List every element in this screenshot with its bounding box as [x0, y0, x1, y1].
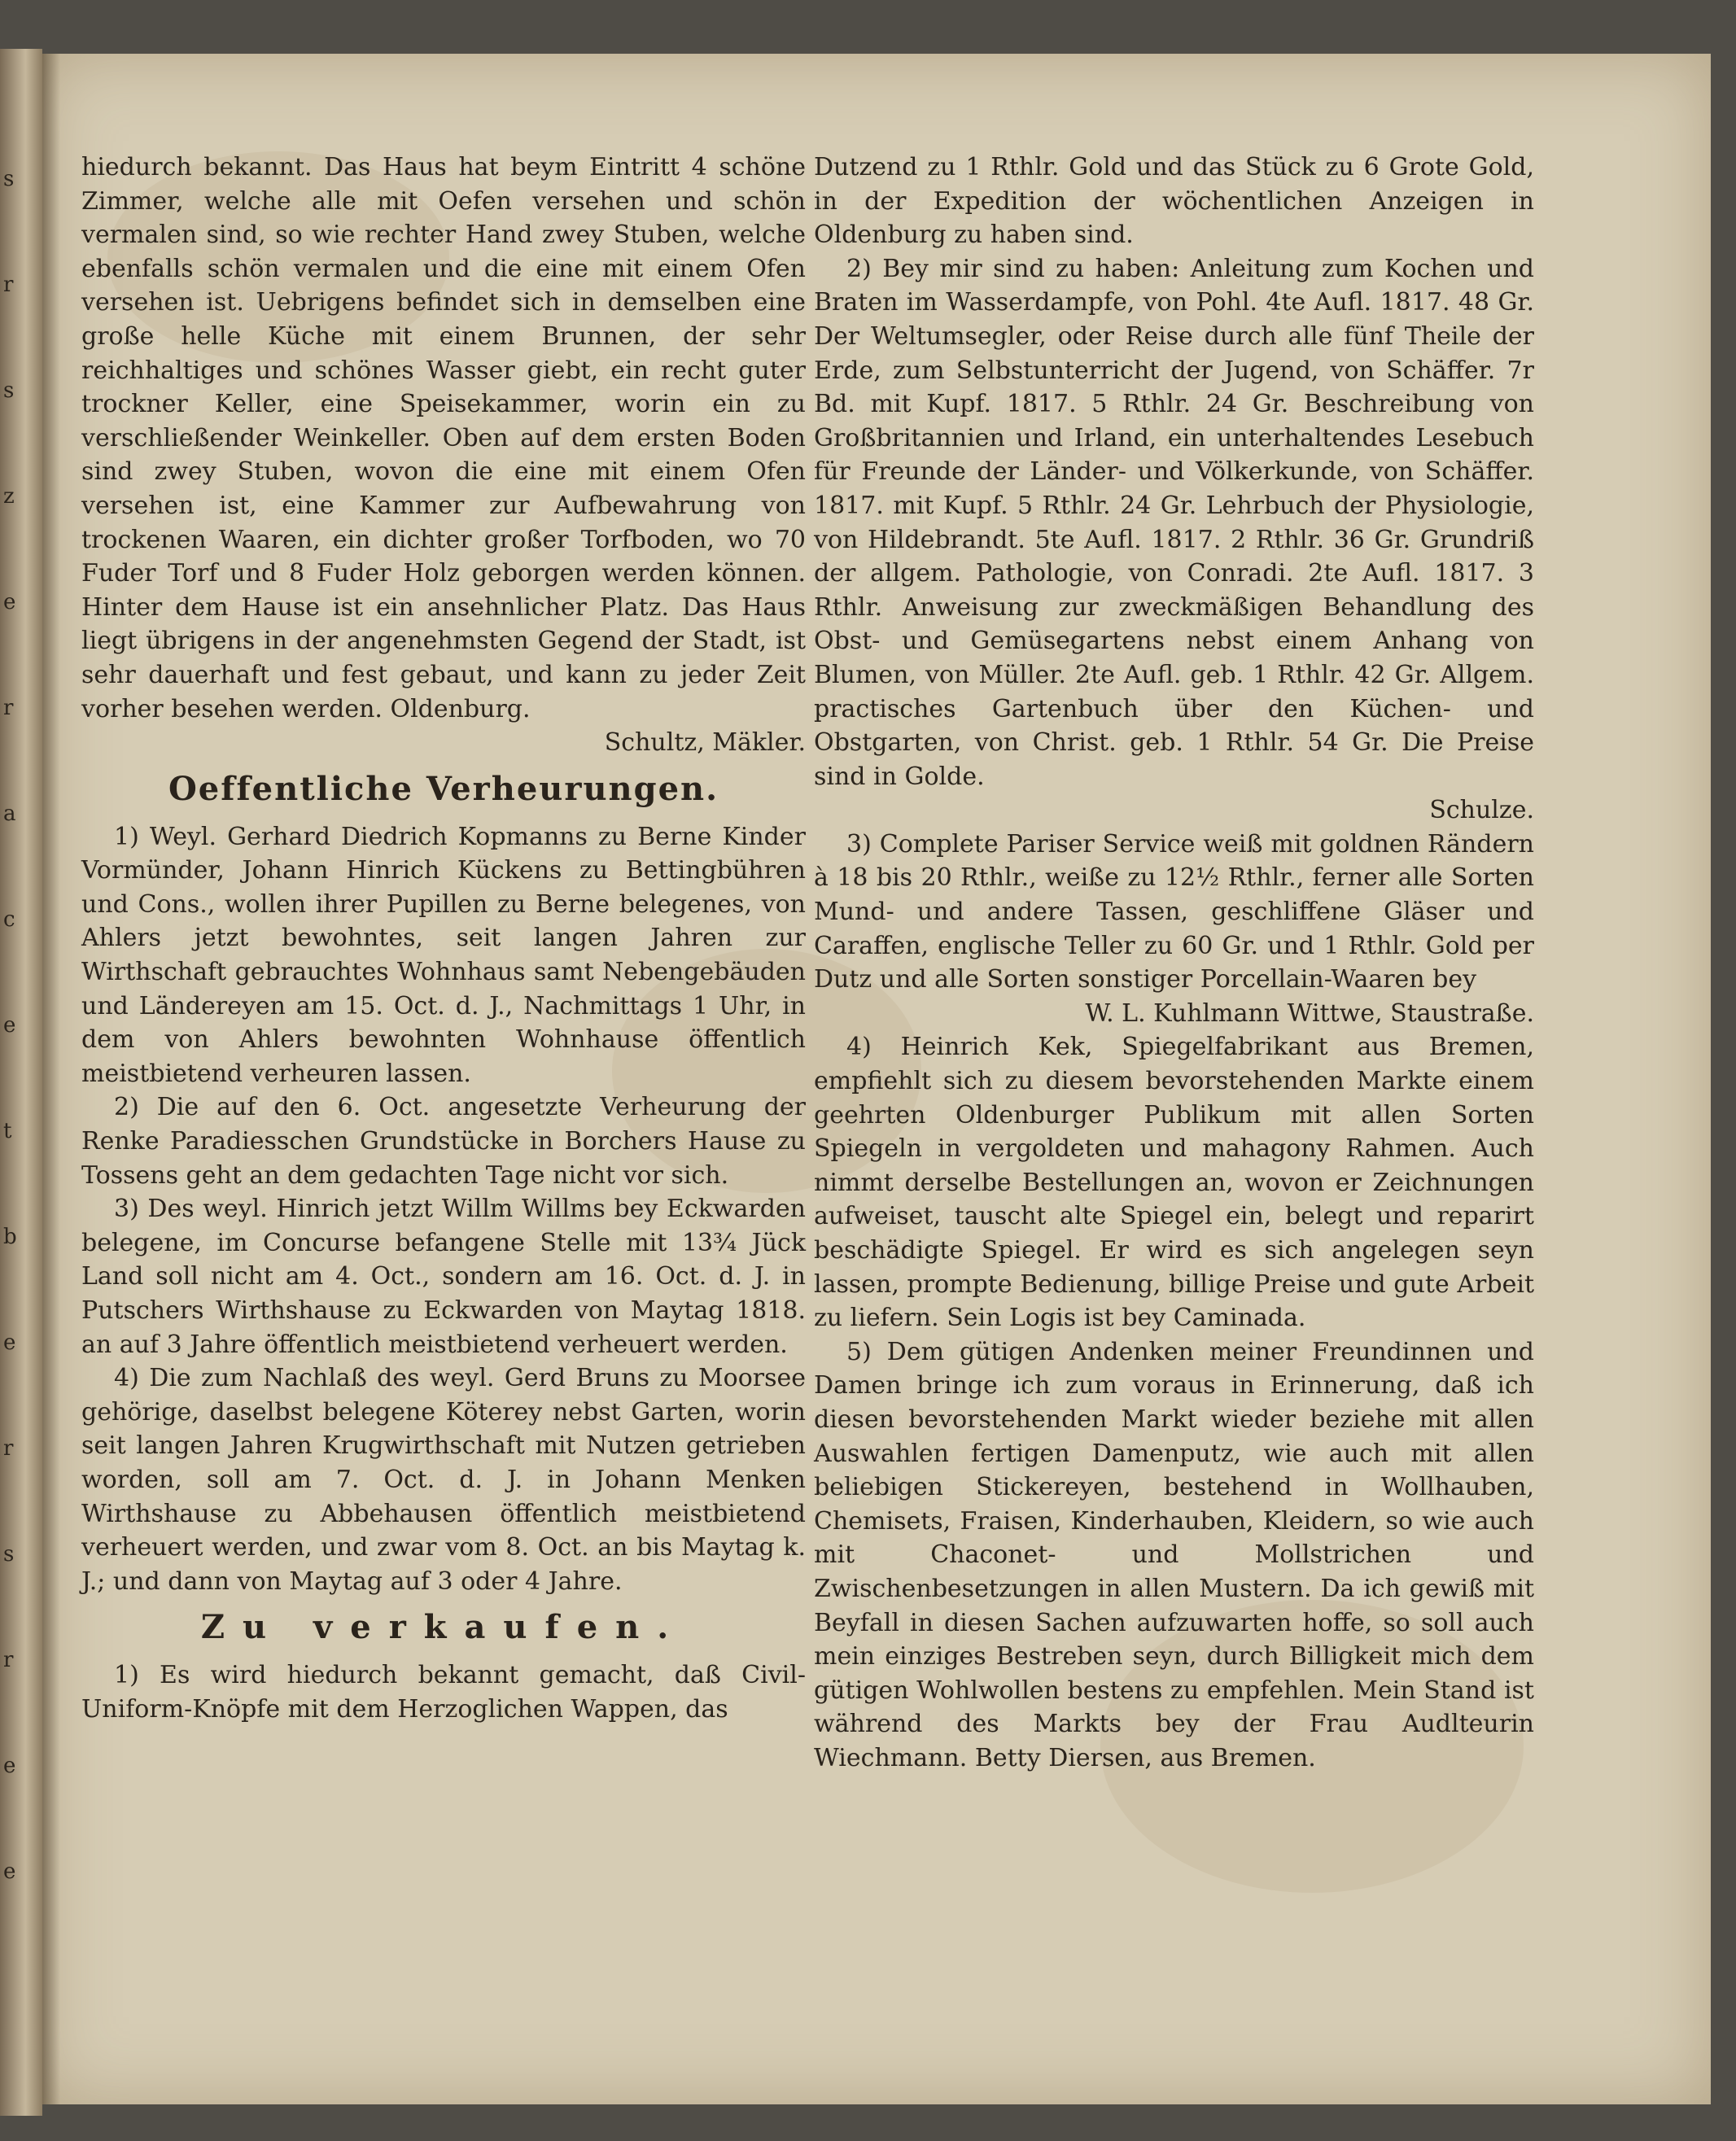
edge-letter: a	[3, 802, 16, 826]
edge-letter: e	[3, 1859, 16, 1884]
paragraph: 2) Bey mir sind zu haben: Anleitung zum Kochen und Braten im Wasserdampfe, von Pohl. 4te Aufl. 1817. 48 Gr. Der Weltumsegler, oder Reise durch alle fünf Theile der Erde, zum Selbstunterricht der Jugend, von Schäffer. 7r Bd. mit Kupf. 1817. 5 Rthlr. 24 Gr. Beschreibung von Großbritannien und Irland, ein unterhaltendes Lesebuch für Freunde der Länder- und Völkerkunde, von Schäffer. 1817. mit Kupf. 5 Rthlr. 24 Gr. Lehrbuch der Physiologie, von Hildebrandt. 5te Aufl. 1817. 2 Rthlr. 36 Gr. Grundriß der allgem. Pathologie, von Conradi. 2te Aufl. 1817. 3 Rthlr. Anweisung zur zweckmäßigen Behandlung des Obst- und Gemüsegartens nebst einem Anhang von Blumen, von Müller. 2te Aufl. geb. 1 Rthlr. 42 Gr. Allgem. practisches Gartenbuch über den Küchen- und Obstgarten, von Christ. geb. 1 Rthlr. 54 Gr. Die Preise sind in Golde.	[814, 254, 1534, 791]
edge-letter: r	[3, 696, 14, 720]
paragraph: 4) Die zum Nachlaß des weyl. Gerd Bruns zu Moorsee gehörige, daselbst belegene Köterey nebst Garten, worin seit langen Jahren Krugwirthschaft mit Nutzen getrieben worden, soll am 7. Oct. d. J. in Johann Menken Wirthshause zu Abbehausen öffentlich meistbietend verheuert werden, und zwar vom 8. Oct. an bis Maytag k. J.; und dann von Maytag auf 3 oder 4 Jahre.	[81, 1364, 806, 1596]
right-text-column	[814, 151, 1534, 1776]
paragraph: 3) Complete Pariser Service weiß mit goldnen Rändern à 18 bis 20 Rthlr., weiße zu 12½ Rthlr., ferner alle Sorten Mund- und andere Tassen, geschliffene Gläser und Caraffen, englische Teller zu 60 Gr. und 1 Rthlr. Gold per Dutz und alle Sorten sonstiger Porcellain-Waaren bey	[814, 829, 1534, 994]
paragraph: 1) Es wird hiedurch bekannt gemacht, daß Civil-Uniform-Knöpfe mit dem Herzoglichen Wappen, das	[81, 1661, 806, 1724]
edge-letter: s	[3, 167, 15, 191]
edge-letter: e	[3, 590, 16, 614]
edge-letter: b	[3, 1225, 17, 1249]
paragraph: 1) Weyl. Gerhard Diedrich Kopmanns zu Berne Kinder Vormünder, Johann Hinrich Kückens zu Bettingbühren und Cons., wollen ihrer Pupillen zu Berne belegenes, von Ahlers jetzt bewohntes, seit langen Jahren zur Wirthschaft gebrauchtes Wohnhaus samt Nebengebäuden und Ländereyen am 15. Oct. d. J., Nachmittags 1 Uhr, in dem von Ahlers bewohnten Wohnhause öffentlich meistbietend verheuren lassen.	[81, 822, 806, 1088]
section-heading: Zu verkaufen.	[200, 1608, 687, 1647]
paragraph: 2) Die auf den 6. Oct. angesetzte Verheurung der Renke Paradiesschen Grundstücke in Borchers Hause zu Tossens geht an dem gedachten Tage nicht vor sich.	[81, 1093, 806, 1190]
signature-line: Schulze.	[1429, 796, 1534, 825]
edge-letter: z	[3, 484, 15, 509]
left-text-column	[81, 151, 806, 1727]
edge-letter: e	[3, 1330, 16, 1355]
edge-letter: r	[3, 1648, 14, 1672]
edge-letter: e	[3, 1013, 16, 1038]
paragraph: Dutzend zu 1 Rthlr. Gold und das Stück zu 6 Grote Gold, in der Expedition der wöchentlichen Anzeigen in Oldenburg zu haben sind.	[814, 153, 1534, 250]
paragraph: 3) Des weyl. Hinrich jetzt Willm Willms bey Eckwarden belegene, im Concurse befangene Stelle mit 13¾ Jück Land soll nicht am 4. Oct., sondern am 16. Oct. d. J. in Putschers Wirthshause zu Eckwarden von Maytag 1818. an auf 3 Jahre öffentlich meistbietend verheuert werden.	[81, 1195, 806, 1359]
edge-letter: e	[3, 1754, 16, 1778]
edge-letter: r	[3, 273, 14, 297]
edge-letter: c	[3, 907, 15, 932]
previous-page-edge	[0, 49, 42, 2116]
page-gutter-shadow	[42, 54, 60, 2104]
edge-letter: s	[3, 378, 15, 403]
signature-line: Schultz, Mäkler.	[604, 728, 806, 758]
edge-letter: r	[3, 1436, 14, 1461]
edge-letter: s	[3, 1542, 15, 1566]
paragraph: hiedurch bekannt. Das Haus hat beym Eintritt 4 schöne Zimmer, welche alle mit Oefen versehen und schön vermalen sind, so wie rechter Hand zwey Stuben, welche ebenfalls schön vermalen und die eine mit einem Ofen versehen ist. Uebrigens befindet sich in demselben eine große helle Küche mit einem Brunnen, der sehr reichhaltiges und schönes Wasser giebt, ein recht guter trockner Keller, eine Speisekammer, worin ein zu verschließender Weinkeller. Oben auf dem ersten Boden sind zwey Stuben, wovon die eine mit einem Ofen versehen ist, eine Kammer zur Aufbewahrung von trockenen Waaren, ein dichter großer Torfboden, wo 70 Fuder Torf und 8 Fuder Holz geborgen werden können. Hinter dem Hause ist ein ansehnlicher Platz. Das Haus liegt übrigens in der angenehmsten Gegend der Stadt, ist sehr dauerhaft und fest gebaut, und kann zu jeder Zeit vorher besehen werden. Oldenburg.	[81, 153, 806, 723]
paragraph: 4) Heinrich Kek, Spiegelfabrikant aus Bremen, empfiehlt sich zu diesem bevorstehenden Markte einem geehrten Oldenburger Publikum mit allen Sorten Spiegeln in vergoldeten und mahagony Rahmen. Auch nimmt derselbe Bestellungen an, wovon er Zeichnungen aufweiset, tauscht alte Spiegel ein, belegt und reparirt beschädigte Spiegel. Er wird es sich angelegen seyn lassen, prompte Bedienung, billige Preise und gute Arbeit zu liefern. Sein Logis ist bey Caminada.	[814, 1033, 1534, 1333]
signature-line: W. L. Kuhlmann Wittwe, Staustraße.	[1085, 998, 1534, 1028]
edge-letter: t	[3, 1119, 12, 1143]
paragraph: 5) Dem gütigen Andenken meiner Freundinnen und Damen bringe ich zum voraus in Erinnerung, daß ich diesen bevorstehenden Markt wieder beziehe mit allen Auswahlen fertigen Damenputz, wie auch mit allen beliebigen Stickereyen, bestehend in Wollhauben, Chemisets, Fraisen, Kinderhauben, Kleidern, so wie auch mit Chaconet- und Mollstrichen und Zwischenbesetzungen in allen Mustern. Da ich gewiß mit Beyfall in diesen Sachen aufzuwarten hoffe, so soll auch mein einziges Bestreben seyn, durch Billigkeit mich dem gütigen Wohlwollen bestens zu empfehlen. Mein Stand ist während des Markts bey der Frau Audlteurin Wiechmann. Betty Diersen, aus Bremen.	[814, 1337, 1534, 1772]
section-heading: Oeffentliche Verheurungen.	[168, 769, 719, 808]
